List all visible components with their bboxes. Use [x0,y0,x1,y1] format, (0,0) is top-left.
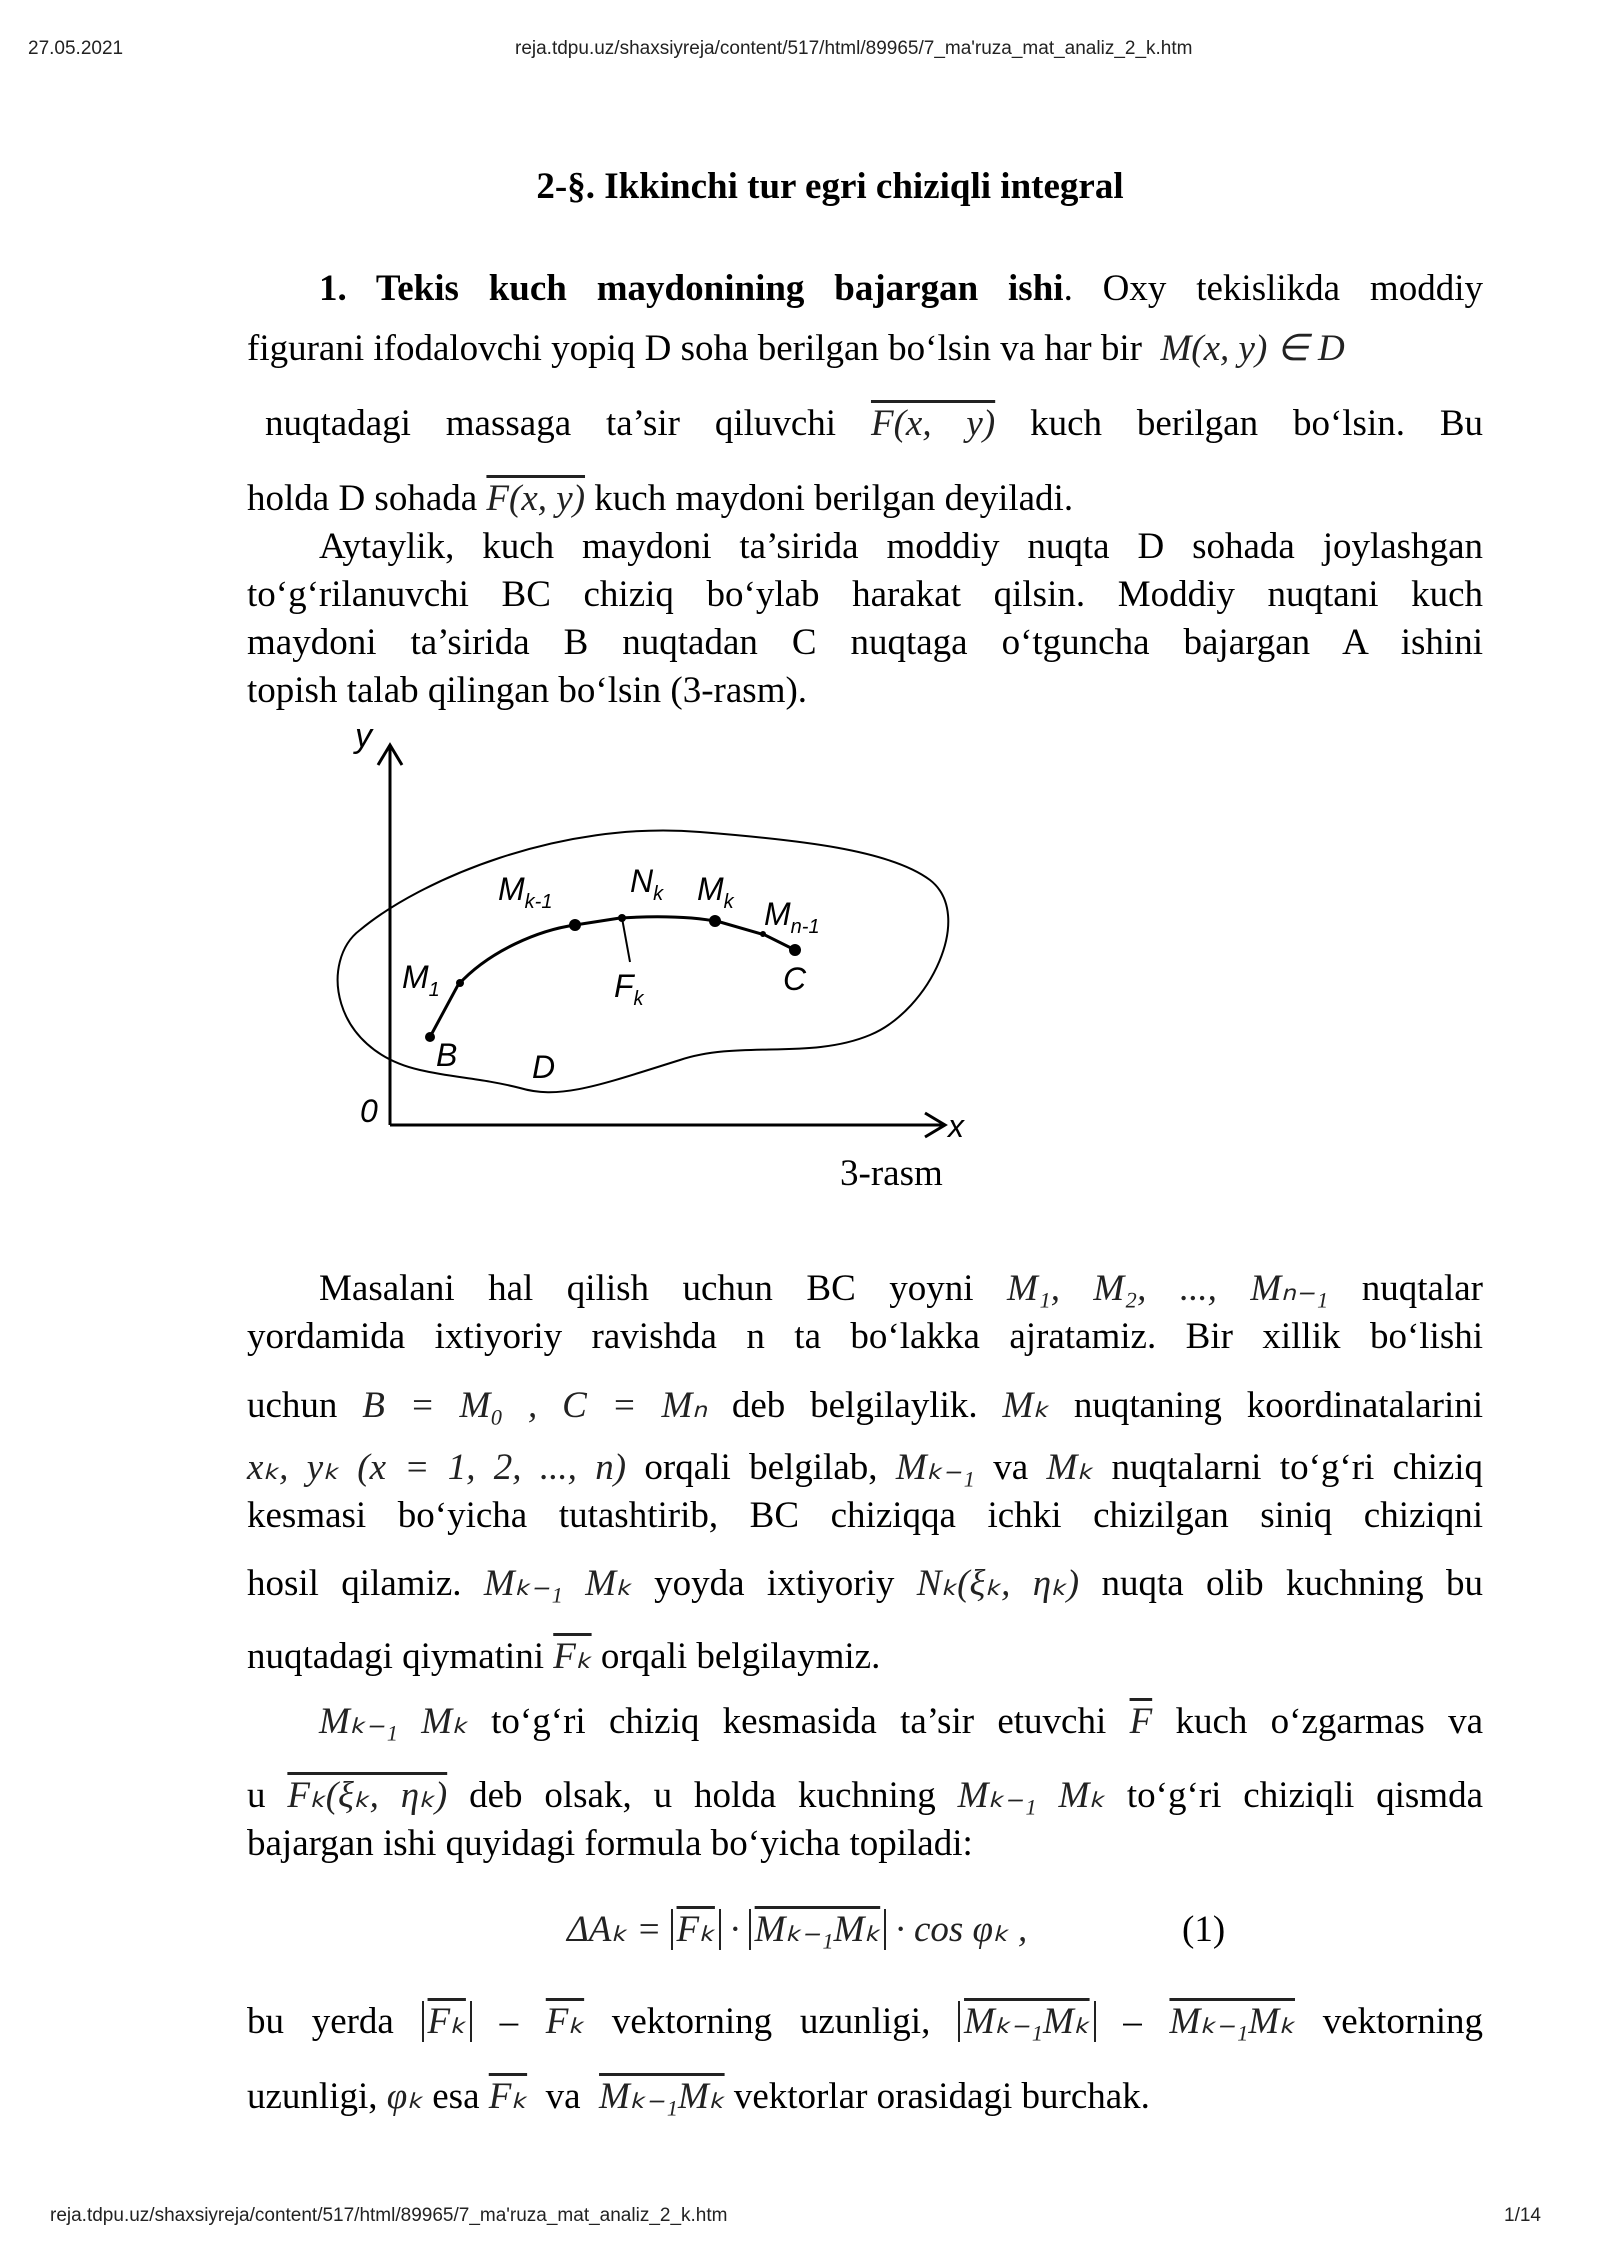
p5-line1: bu yerda $\overline{F_k} - \overline{F_k}$ vektorning uzunligi, Mₖ₋₁Mₖ – Mₖ₋₁Mₖ vektorning [247,2001,1483,2042]
label-fk: $F_k$ [614,968,644,1010]
point-mk [709,915,721,927]
label-mn1: $M_{n-1}$ [764,896,820,938]
math-force: F(x, y) [870,403,996,444]
math-mk: Mₖ [1002,1385,1050,1426]
subsection-heading: 1. Tekis kuch maydonining bajargan ishi [319,268,1064,309]
p2-line2: to‘g‘rilanuvchi BC chiziq bo‘ylab harakat qilsin. Moddiy nuqtani kuch [247,574,1483,615]
p3-line1: Masalani hal qilish uchun BC yoyni M₁, M₂, ..., Mₙ₋₁ nuqtalar [319,1268,1484,1309]
math-fk: $\overline{F_k}$ [553,1636,592,1677]
p4-line3: bajargan ishi quyidagi formula bo‘yicha topiladi: [247,1823,973,1864]
p1-line3: nuqtadagi massaga ta’sir qiluvchi F(x, y) kuch berilgan bo‘lsin. Bu [265,403,1484,444]
math-segment: Mₖ₋₁ Mₖ [483,1563,632,1604]
print-date: 27.05.2021 [28,38,124,59]
label-b: B [436,1037,458,1073]
math-point-in-D: M(x, y) ∈ D [1160,328,1345,369]
p4-line1: Mₖ₋₁ Mₖ to‘g‘ri chiziq kesmasida ta’sir etuvchi $\overline{F}$ kuch o‘zgarmas va [319,1701,1483,1742]
label-c: C [783,961,807,997]
header-url: reja.tdpu.uz/shaxsiyreja/content/517/html/89965/7_ma'ruza_mat_analiz_2_k.htm [515,38,1193,59]
math-points-list: M₁, M₂, ..., Mₙ₋₁ [1007,1268,1329,1309]
section-title: 2-§. Ikkinchi tur egri chiziqli integral [536,166,1124,207]
p2-line1: Aytaylik, kuch maydoni ta’sirida moddiy nuqta D sohada joylashgan [319,526,1483,567]
label-m1: $M_1$ [402,959,440,1001]
label-x: x [948,1108,964,1144]
p3-line5: kesmasi bo‘yicha tutashtirib, BC chiziqqa ichki chizilgan siniq chiziqni [247,1495,1483,1536]
point-c [789,944,801,956]
p3-line6: hosil qilamiz. Mₖ₋₁ Mₖ yoyda ixtiyoriy Nₖ(ξₖ, ηₖ) nuqta olib kuchning bu [247,1563,1484,1604]
math-fk-arg: Fₖ(ξₖ, ηₖ) [287,1775,448,1816]
p4-line2: u Fₖ(ξₖ, ηₖ) deb olsak, u holda kuchning Mₖ₋₁ Mₖ to‘g‘ri chiziqli qismda [247,1775,1484,1816]
math-mk-2: Mₖ [1046,1447,1094,1488]
p1-line2: figurani ifodalovchi yopiq D soha berilgan bo‘lsin va har bir M(x, y) ∈ D [247,328,1345,369]
point-m1 [456,979,464,987]
force-fk-leader [622,918,630,962]
math-f: $\overline{F}$ [1129,1701,1153,1742]
math-b-c-def: B = M₀ , C = Mₙ [362,1385,708,1426]
label-origin: 0 [360,1093,378,1129]
point-b [425,1032,435,1042]
p2-line3: maydoni ta’sirida B nuqtadan C nuqtaga o‘tguncha bajargan A ishini [247,622,1483,663]
p1-line1: 1. Tekis kuch maydonining bajargan ishi. Oxy tekislikda moddiy [319,268,1483,309]
math-nk: Nₖ(ξₖ, ηₖ) [916,1563,1080,1604]
math-force-2: F(x, y) [486,478,586,519]
page-number: 1/14 [1504,2205,1541,2226]
math-coords: xₖ, yₖ (x = 1, 2, ..., n) [247,1447,627,1488]
label-nk: $N_k$ [630,863,664,905]
formula-number: (1) [1182,1909,1226,1950]
math-segment-3: Mₖ₋₁ Mₖ [957,1775,1106,1816]
label-mk1: $M_{k-1}$ [498,871,553,913]
p5-line2: uzunligi, φₖ esa $\overline{F_k}$ va Mₖ₋₁Mₖ vektorlar orasidagi burchak. [247,2076,1150,2117]
label-mk: $M_k$ [697,871,734,913]
point-mk1 [569,919,581,931]
p3-line7: nuqtadagi qiymatini $\overline{F_k}$ orqali belgilaymiz. [247,1636,881,1677]
p2-line4: topish talab qilingan bo‘lsin (3-rasm). [247,670,808,711]
p1-line4: holda D sohada F(x, y) kuch maydoni berilgan deyiladi. [247,478,1074,519]
p3-line2: yordamida ixtiyoriy ravishda n ta bo‘lakka ajratamiz. Bir xillik bo‘lishi [247,1316,1483,1357]
curve-bc [430,917,795,1037]
footer-url: reja.tdpu.uz/shaxsiyreja/content/517/html/89965/7_ma'ruza_mat_analiz_2_k.htm [50,2205,728,2226]
math-mk1: Mₖ₋₁ [895,1447,975,1488]
label-d: D [532,1049,556,1085]
p3-line3: uchun B = M₀ , C = Mₙ deb belgilaylik. Mₖ nuqtaning koordinatalarini [247,1385,1484,1426]
label-y: y [355,717,372,755]
formula-expression: $\Delta A_k = \overline{F_k} \cdot M_{k-1}M_k \cdot \cos \varphi_k$ , [567,1909,1028,1950]
figure-caption: 3-rasm [840,1153,943,1194]
math-segment-2: Mₖ₋₁ Mₖ [319,1701,468,1742]
p3-line4: xₖ, yₖ (x = 1, 2, ..., n) orqali belgilab, Mₖ₋₁ va Mₖ nuqtalarni to‘g‘ri chiziq [247,1447,1484,1488]
